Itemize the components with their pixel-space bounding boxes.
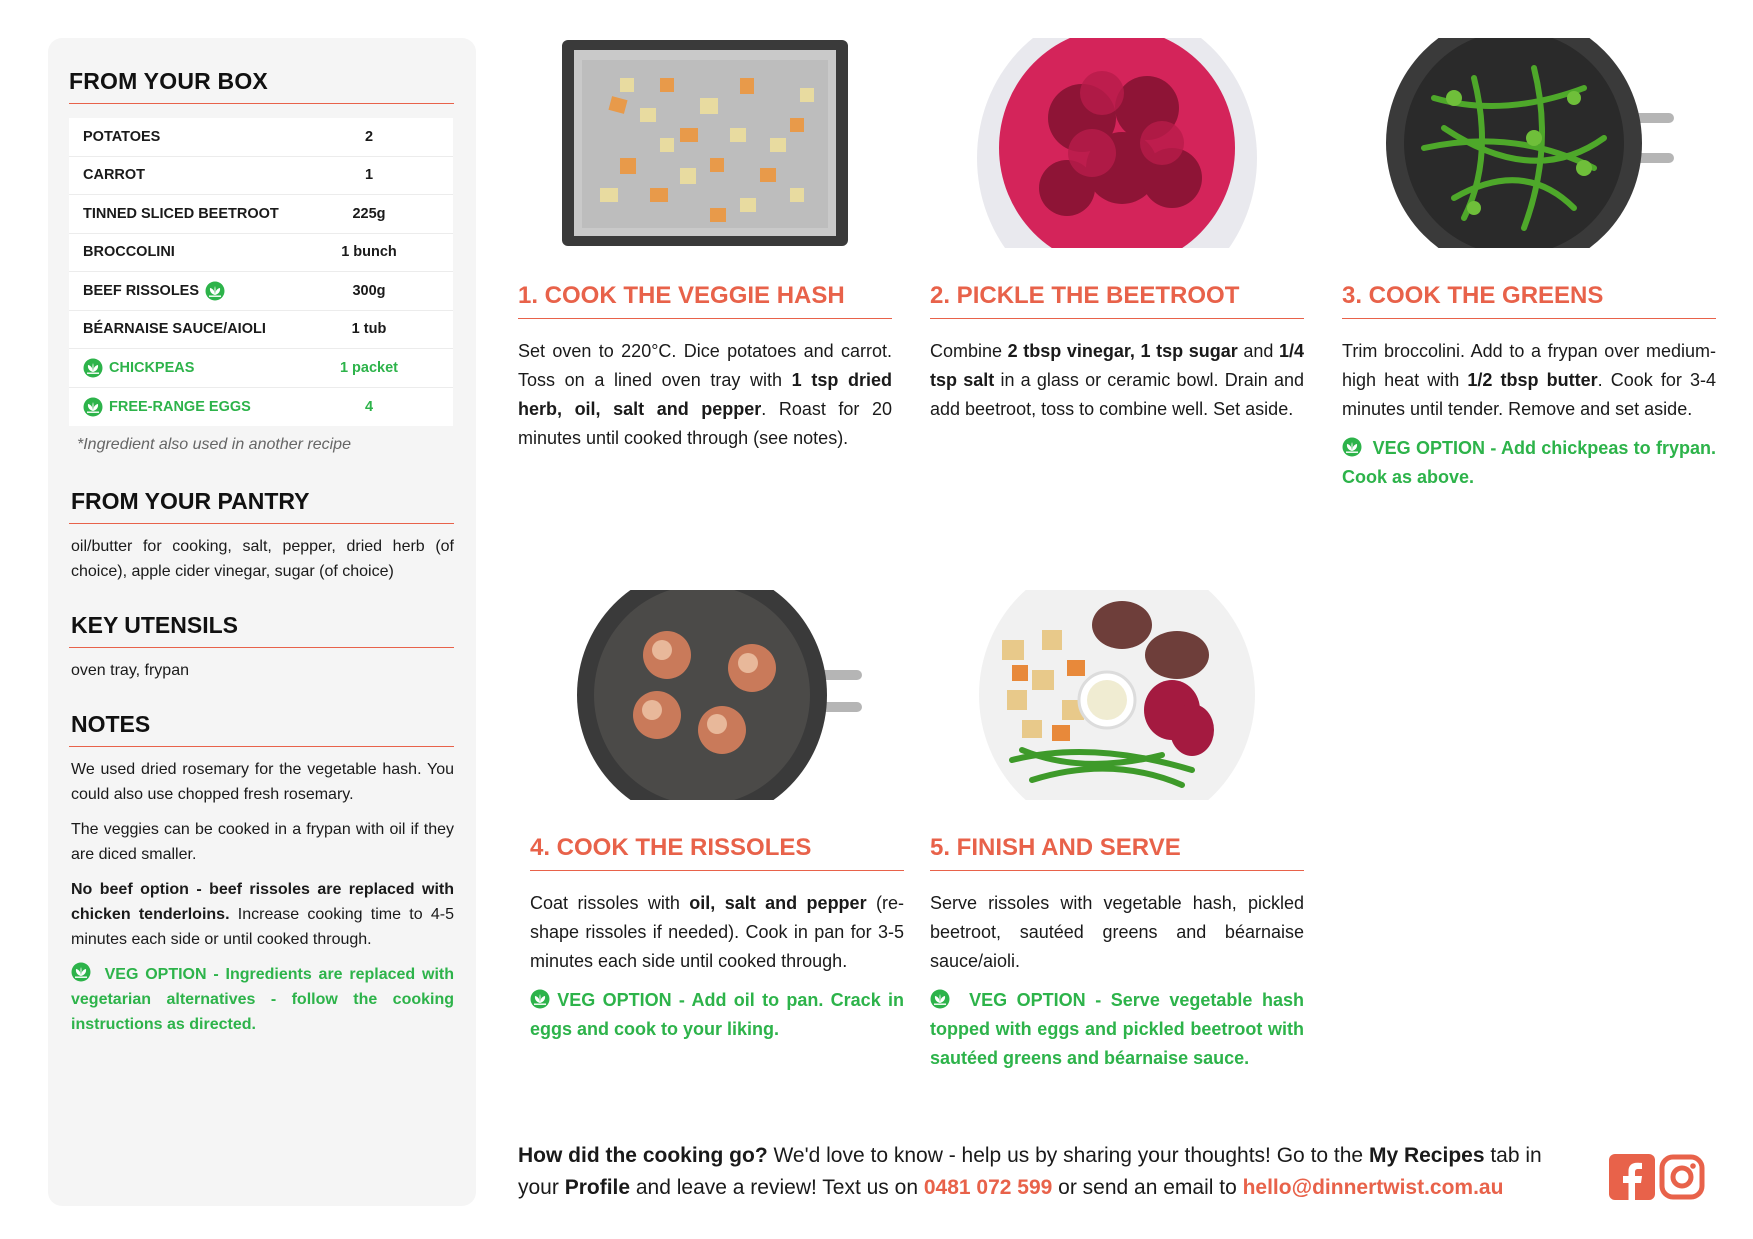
ingredient-name-text: BEEF RISSOLES — [83, 282, 200, 299]
note-3-bold: No beef option - beef rissoles are replaced with chicken tenderloins. — [71, 881, 454, 923]
greens-frypan-photo — [1384, 38, 1674, 248]
step-4-text-bold: oil, salt and pepper — [689, 893, 867, 913]
step-4-veg-text: VEG OPTION - Add oil to pan. Crack in eggs and cook to your liking. — [530, 990, 904, 1039]
ingredient-name-text: FREE-RANGE EGGS — [109, 398, 251, 415]
step-3-title: 3. COOK THE GREENS — [1342, 282, 1716, 319]
step-1-text-bold: 1 tsp dried herb, oil, salt and pepper — [518, 370, 892, 419]
ingredient-name — [69, 129, 305, 145]
step-2-text-b: and — [1237, 341, 1279, 361]
step-1-text-a: Set oven to 220°C. Dice potatoes and carrot. Toss on a lined oven tray with — [518, 341, 892, 390]
veggie-hash-photo — [560, 38, 850, 248]
plated-meal-photo — [972, 590, 1262, 800]
veg-icon — [71, 962, 91, 982]
step-2-text — [930, 337, 1304, 424]
step-2-text-bold-2: 1/4 tsp salt — [930, 341, 1304, 390]
profile-label: Profile — [564, 1176, 631, 1199]
step-2-text-bold-1: 2 tbsp vinegar, 1 tsp sugar — [1007, 341, 1238, 361]
step-5 — [930, 590, 1304, 1073]
note-3 — [69, 877, 454, 952]
ingredient-qty: 1 bunch — [341, 244, 397, 261]
step-1-text — [518, 337, 892, 453]
ingredient-name — [69, 358, 305, 378]
step-3-text-a: Trim broccolini. Add to a frypan over medium-high heat with — [1342, 341, 1716, 390]
rissoles-frypan-photo — [572, 590, 862, 800]
ingredient-row — [69, 388, 453, 427]
step-4-text-a: Coat rissoles with — [530, 893, 690, 913]
utensils-heading: KEY UTENSILS — [69, 612, 454, 648]
beetroot-bowl-photo — [972, 38, 1262, 248]
veg-icon — [83, 358, 103, 378]
ingredient-name-text: CHICKPEAS — [109, 359, 195, 376]
ingredient-name-text: BROCCOLINI — [83, 244, 175, 261]
step-3-text-b: . Cook for 3-4 minutes until tender. Remove and set aside. — [1342, 370, 1717, 419]
veg-swap-icon — [205, 281, 225, 301]
ingredient-name-text: CARROT — [83, 167, 146, 184]
ingredient-row — [69, 195, 453, 234]
ingredient-qty: 1 packet — [339, 359, 399, 376]
step-1-text-b: . Roast for 20 minutes until cooked through (see notes). — [518, 399, 892, 448]
ingredient-name — [69, 206, 305, 222]
ingredient-name — [69, 321, 305, 337]
instagram-icon[interactable] — [1659, 1154, 1705, 1200]
note-veg — [69, 962, 454, 1037]
ingredient-row — [69, 118, 453, 157]
ingredient-name-text: BÉARNAISE SAUCE/AIOLI — [83, 321, 266, 338]
step-2-title: 2. PICKLE THE BEETROOT — [930, 282, 1304, 319]
step-4-veg — [530, 986, 904, 1044]
review-text-b: tab in your — [518, 1144, 1542, 1199]
ingredient-row — [69, 272, 453, 311]
note-veg-text: VEG OPTION - Ingredients are replaced with vegetarian alternatives - follow the cooking instructions as directed. — [71, 966, 455, 1033]
step-3-veg-text: VEG OPTION - Add chickpeas to frypan. Cook as above. — [1342, 438, 1716, 487]
ingredient-qty: 300g — [352, 282, 386, 299]
pantry-heading: FROM YOUR PANTRY — [69, 488, 454, 524]
ingredient-name — [69, 244, 305, 260]
veg-icon — [1342, 437, 1362, 457]
step-5-veg-text: VEG OPTION - Serve vegetable hash topped with eggs and pickled beetroot with sautéed greens and béarnaise sauce. — [930, 990, 1304, 1068]
step-3-text-bold: 1/2 tbsp butter — [1467, 370, 1598, 390]
ingredient-qty: 1 — [364, 167, 374, 184]
ingredient-name — [69, 281, 305, 301]
review-prompt — [518, 1140, 1578, 1204]
ingredient-name — [69, 167, 305, 183]
my-recipes-label: My Recipes — [1368, 1144, 1485, 1167]
step-2-text-c: in a glass or ceramic bowl. Drain and add beetroot, toss to combine well. Set aside. — [930, 370, 1304, 419]
review-question: How did the cooking go? — [518, 1144, 768, 1167]
notes-heading: NOTES — [69, 711, 454, 747]
ingredients-panel — [48, 38, 476, 1206]
facebook-icon[interactable] — [1609, 1154, 1655, 1200]
step-5-title: 5. FINISH AND SERVE — [930, 834, 1304, 871]
step-3-veg — [1342, 434, 1716, 492]
note-2: The veggies can be cooked in a frypan with oil if they are diced smaller. — [71, 821, 454, 863]
step-4-title: 4. COOK THE RISSOLES — [530, 834, 904, 871]
pantry-text: oil/butter for cooking, salt, pepper, dried herb (of choice), apple cider vinegar, sugar (of choice) — [71, 538, 454, 580]
ingredient-row — [69, 157, 453, 196]
note-3-rest: Increase cooking time to 4-5 minutes each side or until cooked through. — [71, 906, 455, 948]
ingredient-qty: 1 tub — [351, 321, 387, 338]
veg-icon — [530, 989, 550, 1009]
phone-link[interactable]: 0481 072 599 — [923, 1176, 1053, 1199]
step-2 — [930, 38, 1304, 424]
step-2-text-a: Combine — [930, 341, 1008, 361]
note-1: We used dried rosemary for the vegetable hash. You could also use chopped fresh rosemary. — [71, 761, 454, 803]
ingredient-qty: 225g — [352, 205, 386, 222]
step-4 — [530, 590, 904, 1044]
step-1 — [518, 38, 892, 453]
ingredient-qty: 4 — [364, 398, 374, 415]
ingredient-row — [69, 349, 453, 388]
ingredient-name — [69, 397, 305, 417]
step-4-text — [530, 889, 904, 976]
step-3-text — [1342, 337, 1716, 424]
utensils-text: oven tray, frypan — [71, 662, 189, 679]
step-3 — [1342, 38, 1716, 492]
ingredients-table — [69, 118, 453, 426]
ingredient-name-text: TINNED SLICED BEETROOT — [83, 205, 279, 222]
review-text-a: We'd love to know - help us by sharing your thoughts! Go to the — [767, 1144, 1369, 1167]
ingredient-name-text: POTATOES — [83, 128, 161, 145]
email-link[interactable]: hello@dinnertwist.com.au — [1242, 1176, 1504, 1199]
step-4-text-b: (re-shape rissoles if needed). Cook in pan for 3-5 minutes each side until cooked through. — [530, 893, 904, 971]
ingredient-row — [69, 234, 453, 273]
veg-icon — [930, 989, 950, 1009]
step-5-veg — [930, 986, 1304, 1073]
review-text-c: and leave a review! Text us on — [630, 1176, 924, 1199]
step-1-title: 1. COOK THE VEGGIE HASH — [518, 282, 892, 319]
box-heading: FROM YOUR BOX — [69, 68, 454, 104]
ingredient-qty: 2 — [364, 128, 374, 145]
ingredient-row — [69, 311, 453, 350]
ingredient-footnote: *Ingredient also used in another recipe — [77, 436, 351, 453]
veg-icon — [83, 397, 103, 417]
step-5-text: Serve rissoles with vegetable hash, pickled beetroot, sautéed greens and béarnaise sauce/aioli. — [930, 893, 1304, 971]
review-text-d: or send an email to — [1052, 1176, 1243, 1199]
